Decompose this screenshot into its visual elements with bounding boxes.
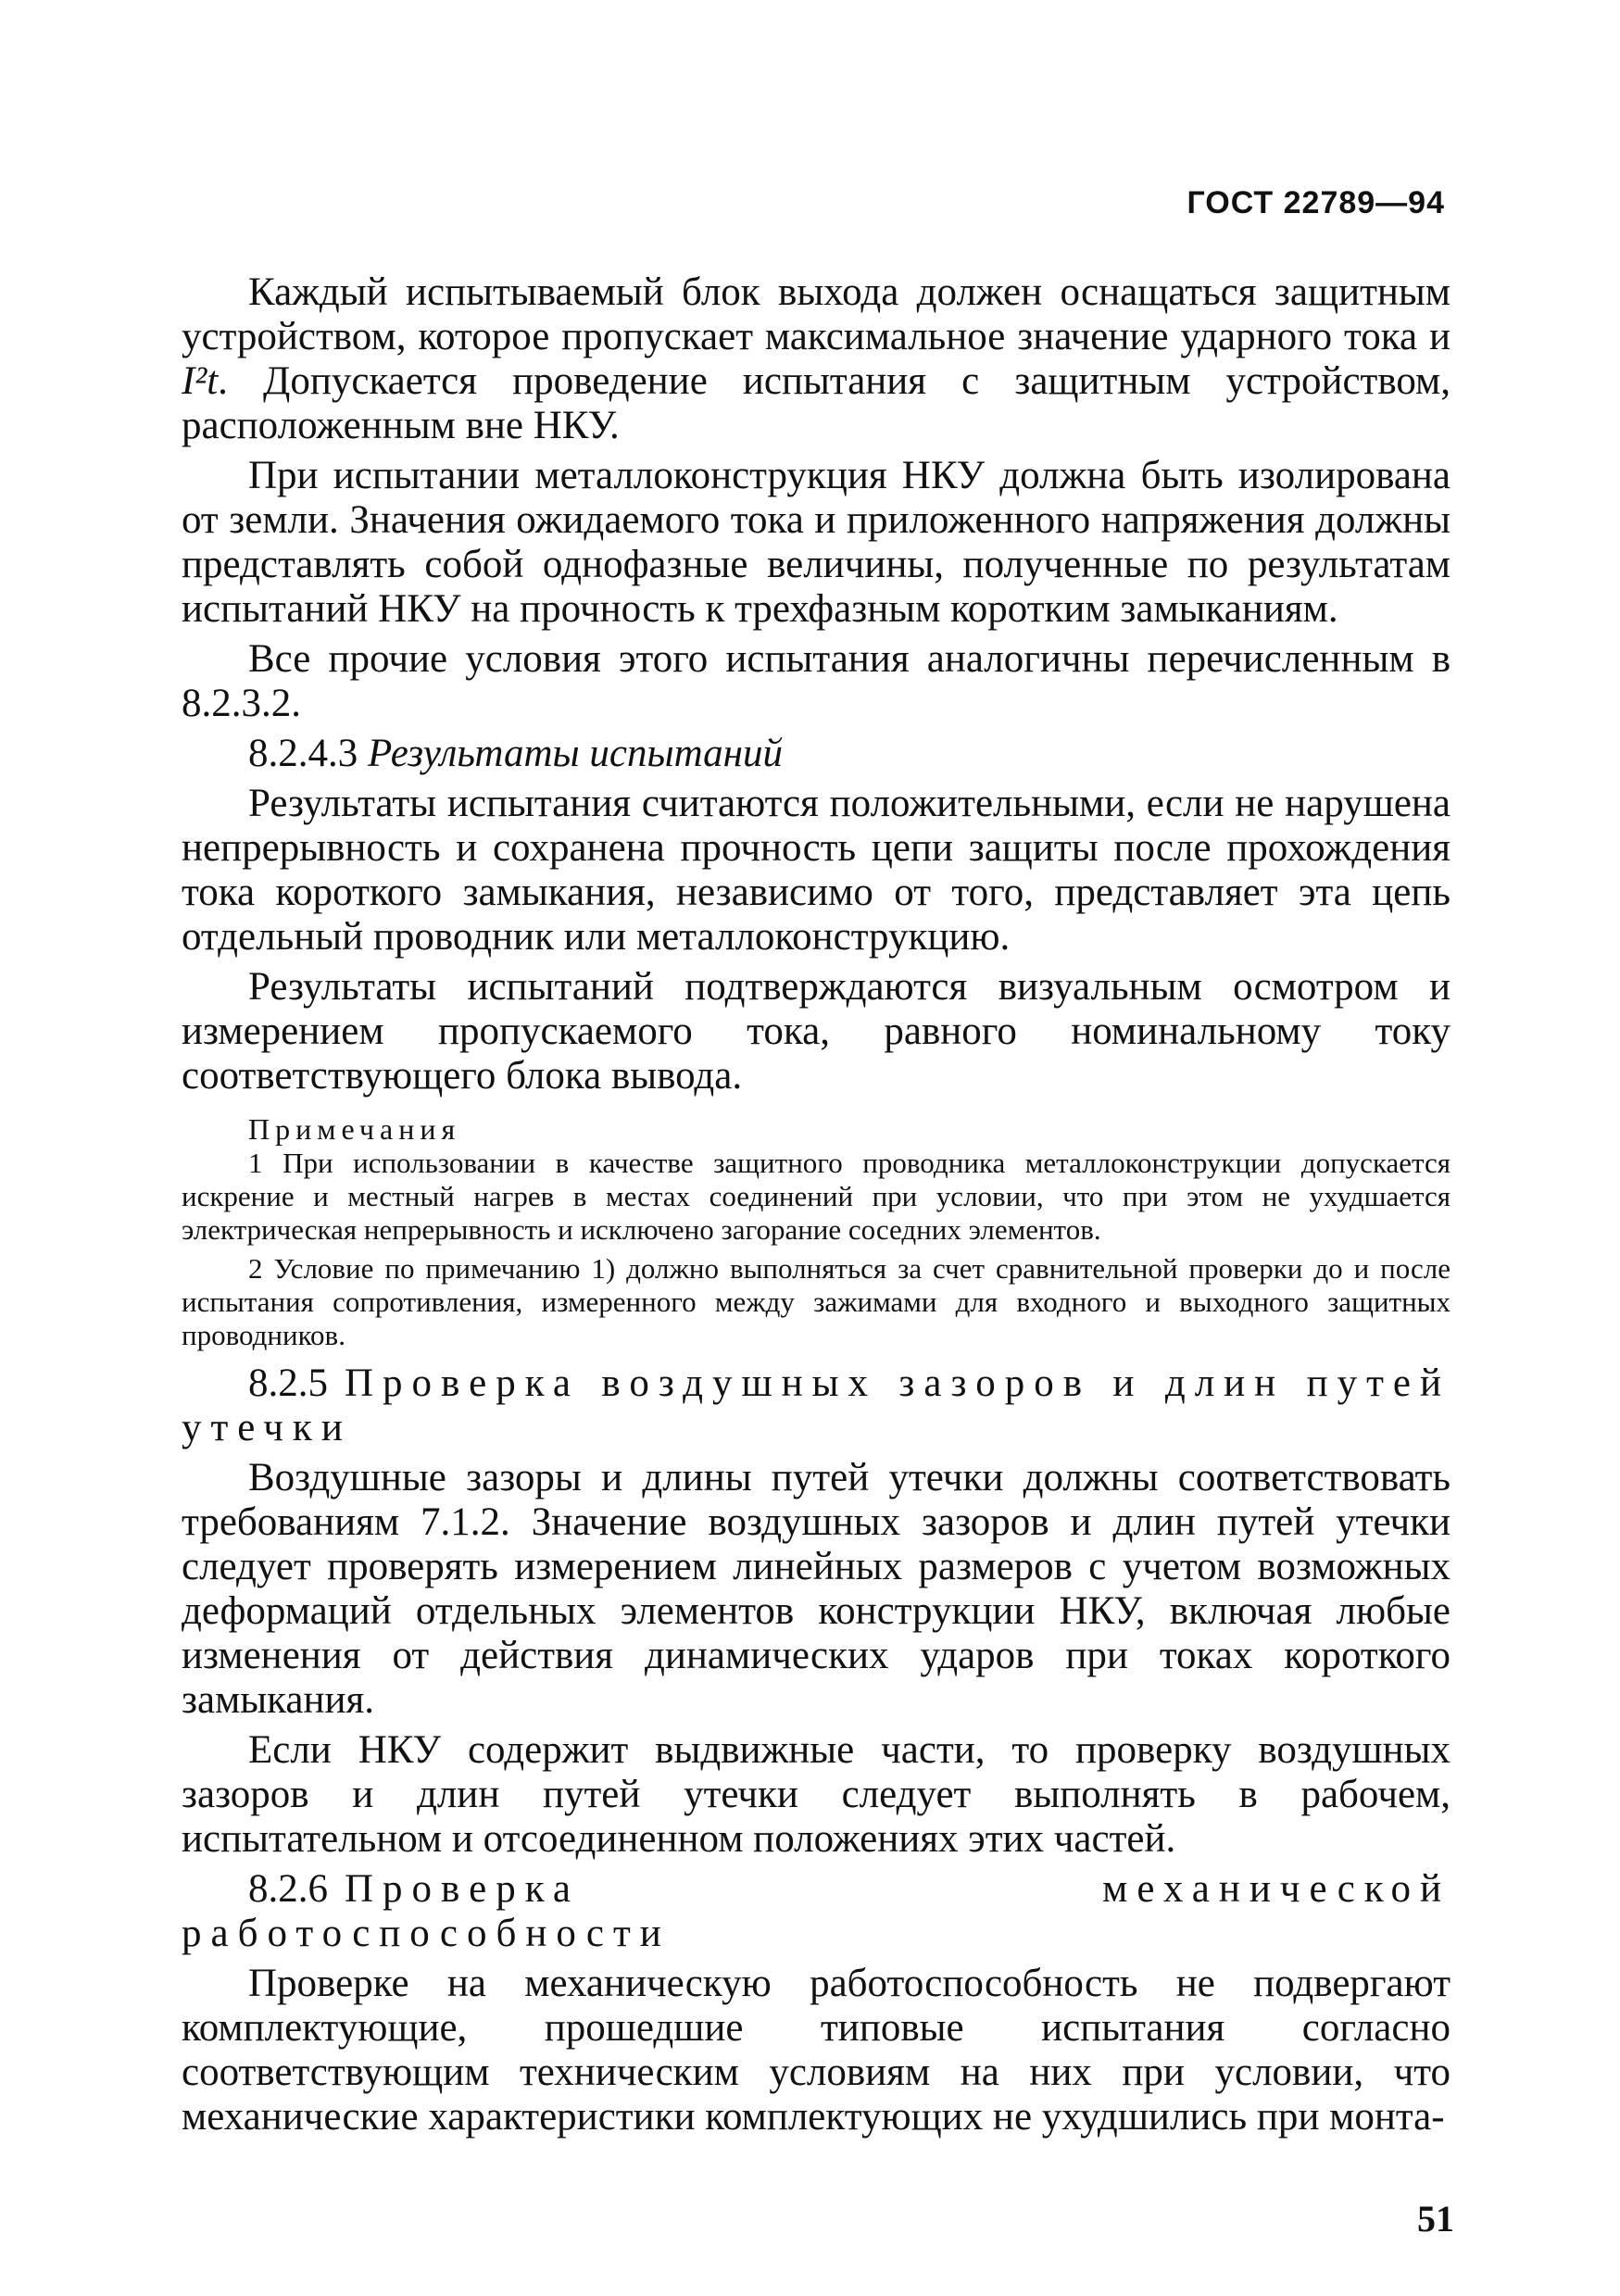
paragraph: Проверке на механическую работоспособность не подвергают комплектующие, прошедшие типовые испытания согласно соответствующим техническим условиям на них при условии, что механические характеристики комплектующих не ухудшились при монта- <box>182 1962 1450 2139</box>
section-title: Проверка воздушных зазоров и длин путей утечки <box>182 1361 1450 1449</box>
section-heading <box>182 1867 1450 1956</box>
section-number: 8.2.6 <box>248 1867 328 1911</box>
paragraph <box>182 270 1450 448</box>
paragraph: При испытании металлоконструкция НКУ должна быть изолирована от земли. Значения ожидаемого тока и приложенного напряжения должны представлять собой однофазные величины, полученные по результатам испытаний НКУ на прочность к трехфазным коротким замыканиям. <box>182 454 1450 631</box>
paragraph-text: Каждый испытываемый блок выхода должен оснащаться защитным устройством, которое пропускает максимальное значение ударного тока и <box>182 270 1450 358</box>
note-item: 2 Условие по примечанию 1) должно выполняться за счет сравнительной проверки до и после испытания сопротивления, измеренного между зажимами для входного и выходного защитных проводников. <box>182 1252 1450 1351</box>
note-item: 1 При использовании в качестве защитного проводника металлоконструкции допускается искрение и местный нагрев в местах соединений при условии, что при этом не ухудшается электрическая непрерывность и исключено загорание соседних элементов. <box>182 1147 1450 1246</box>
subsection-title: Результаты испытаний <box>368 732 784 775</box>
section-number: 8.2.5 <box>248 1361 328 1405</box>
section-title: Проверка механической работоспособности <box>182 1867 1450 1955</box>
notes-title: Примечания <box>248 1112 461 1146</box>
paragraph: Результаты испытания считаются положительными, если не нарушена непрерывность и сохранена прочность цепи защиты после прохождения тока короткого замыкания, независимо от того, представляет эта цепь отдельный проводник или металлоконструкцию. <box>182 782 1450 959</box>
paragraph: Если НКУ содержит выдвижные части, то проверку воздушных зазоров и длин путей утечки следует выполнять в рабочем, испытательном и отсоединенном положениях этих частей. <box>182 1728 1450 1861</box>
formula: I²t <box>182 359 219 403</box>
page-number: 51 <box>1417 2198 1454 2240</box>
document-header: ГОСТ 22789—94 <box>1187 185 1445 220</box>
notes-block <box>182 1111 1450 1352</box>
subsection-heading <box>182 732 1450 776</box>
paragraph: Результаты испытаний подтверждаются визуальным осмотром и измерением пропускаемого тока, равного номинальному току соответствующего блока вывода. <box>182 965 1450 1098</box>
subsection-number: 8.2.4.3 <box>248 732 358 775</box>
paragraph-text: . Допускается проведение испытания с защитным устройством, расположенным вне НКУ. <box>182 359 1450 447</box>
section-heading <box>182 1361 1450 1450</box>
document-body <box>182 270 1450 2145</box>
paragraph: Воздушные зазоры и длины путей утечки должны соответствовать требованиям 7.1.2. Значение воздушных зазоров и длин путей утечки следует проверять измерением линейных размеров с учетом возможных деформаций отдельных элементов конструкции НКУ, включая любые изменения от действия динамических ударов при токах короткого замыкания. <box>182 1456 1450 1722</box>
paragraph: Все прочие условия этого испытания аналогичны перечисленным в 8.2.3.2. <box>182 637 1450 725</box>
